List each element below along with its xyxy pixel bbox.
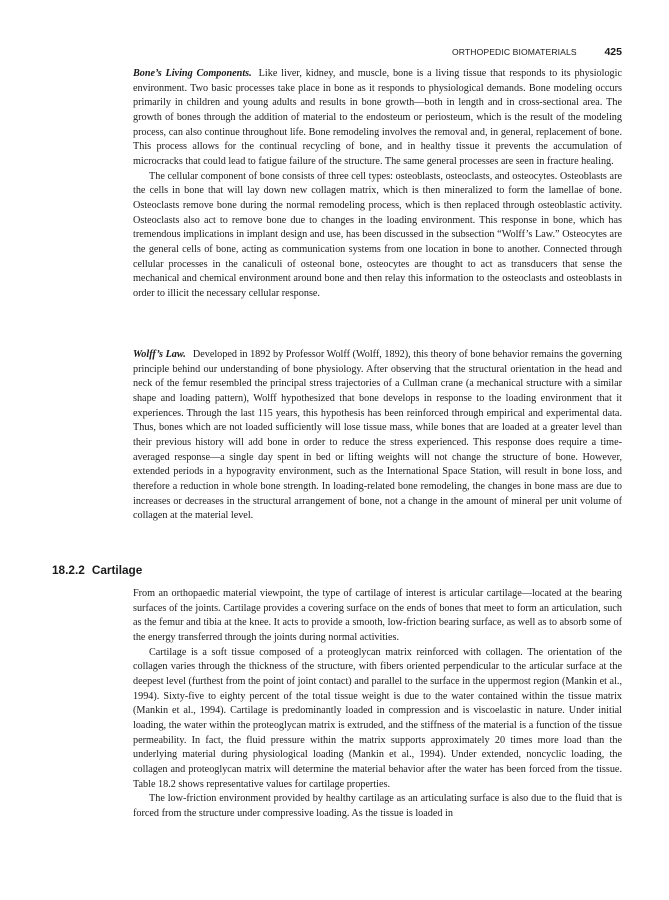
wolffs-law-section <box>133 348 622 524</box>
paragraph: The cellular component of bone consists of three cell types: osteoblasts, osteoclasts, and osteocytes. Osteoblasts are the cells in bone that will lay down new collagen matrix, which is then mineralized to form the lamellae of bone. Osteoclasts remove bone during the normal remodeling process, which is then replaced through osteoblastic activity. Osteoclasts also act to remove bone due to changes in the loading environment. This response in bone, which has tremendous implications in implant design and use, has been discussed in the subsection “Wolff’s Law.” Osteocytes are the general cells of bone, acting as communication systems from one location in bone to another. Connected through cellular processes in the canaliculi of osteonal bone, osteocytes are thought to act as transducers that sense the mechanical and chemical environment around bone and then relay this information to the osteoclasts and osteoblasts in order to illicit the necessary cellular response. <box>133 170 622 299</box>
paragraph: The low-friction environment provided by healthy cartilage as an articulating surface is also due to the fluid that is forced from the structure under compressive loading. As the tissue is loaded in <box>133 793 622 819</box>
page-number: 425 <box>604 46 622 58</box>
cartilage-section <box>133 587 622 822</box>
bone-living-components-section <box>133 67 622 302</box>
section-heading-cartilage <box>52 563 142 577</box>
paragraph <box>133 67 622 170</box>
runin-heading: Wolff’s Law. <box>133 349 186 360</box>
paragraph <box>133 348 622 524</box>
paragraph-text: Developed in 1892 by Professor Wolff (Wolff, 1892), this theory of bone behavior remains the governing principle behind our understanding of bone physiology. After observing that the structural orientation in the head and neck of the femur resembled the principal stress trajectories of a Cullman crane (a mechanical structure with a similar shape and loading pattern), Wolff hypothesized that bone develops in response to the loading environment that it experiences. Through the last 115 years, this hypothesis has been reinforced through empirical and experimental data. Thus, bones which are not loaded sufficiently will lose tissue mass, while bones that are loaded at a greater level than their previous history will add bone in order to reduce the stress experienced. This response does require a time-averaged response—a single day spent in bed or lifting weights will not change the structure of bone. However, extended periods in a hypogravity environment, such as the International Space Station, will result in bone loss, and therefore a reduction in whole bone strength. In loading-related bone remodeling, the changes in bone mass are due to increases or decreases in the structural arrangement of bone, not a change in the amount of mineral per unit volume of collagen at the material level. <box>133 349 622 522</box>
section-title: Cartilage <box>91 563 143 577</box>
runin-heading: Bone’s Living Components. <box>133 68 252 79</box>
paragraph: Cartilage is a soft tissue composed of a proteoglycan matrix reinforced with collagen. The orientation of the collagen varies through the thickness of the structure, with fibers oriented perpendicular to the articular surface at the deepest level (furthest from the point of joint contact) and parallel to the surface in the uppermost region (Mankin et al., 1994). Sixty-five to eighty percent of the total tissue weight is due to the water contained within the tissue matrix (Mankin et al., 1994). Cartilage is predominantly loaded in compression and is viscoelastic in nature. Under initial loading, the water within the proteoglycan matrix is extruded, and the stiffness of the material is a function of the tissue permeability. In fact, the fluid pressure within the matrix supports approximately 20 times more load than the underlying material during physiological loading (Mankin et al., 1994). Under extended, noncyclic loading, the collagen and proteoglycan matrix will determine the material behavior after the water has been forced from the tissue. Table 18.2 shows representative values for cartilage properties. <box>133 646 622 790</box>
paragraph: From an orthopaedic material viewpoint, the type of cartilage of interest is articular cartilage—located at the bearing surfaces of the joints. Cartilage provides a covering surface on the ends of bones that meet to form an articulation, such as the femur and tibia at the knee. It acts to provide a smooth, low-friction bearing surface, as well as to absorb some of the energy transferred through the joints during normal activities. <box>133 588 622 643</box>
page-header <box>452 46 622 58</box>
section-number: 18.2.2 <box>52 563 85 577</box>
running-head: ORTHOPEDIC BIOMATERIALS <box>452 47 577 57</box>
paragraph-text: Like liver, kidney, and muscle, bone is a living tissue that responds to its physiologic environment. Two basic processes take place in bone as it responds to physiological demands. Bone modeling occurs primarily in children and young adults and results in bone growth—both in length and in cross-sectional area. The growth of bones through the addition of material to the endosteum or periosteum, which is the result of the modeling process, can also continue throughout life. Bone remodeling involves the removal and, in general, replacement of bone. This process allows for the continual recycling of bone, and in healthy tissue it prevents the accumulation of microcracks that could lead to fatigue failure of the structure. The same general processes are seen in fracture healing. <box>133 68 622 167</box>
